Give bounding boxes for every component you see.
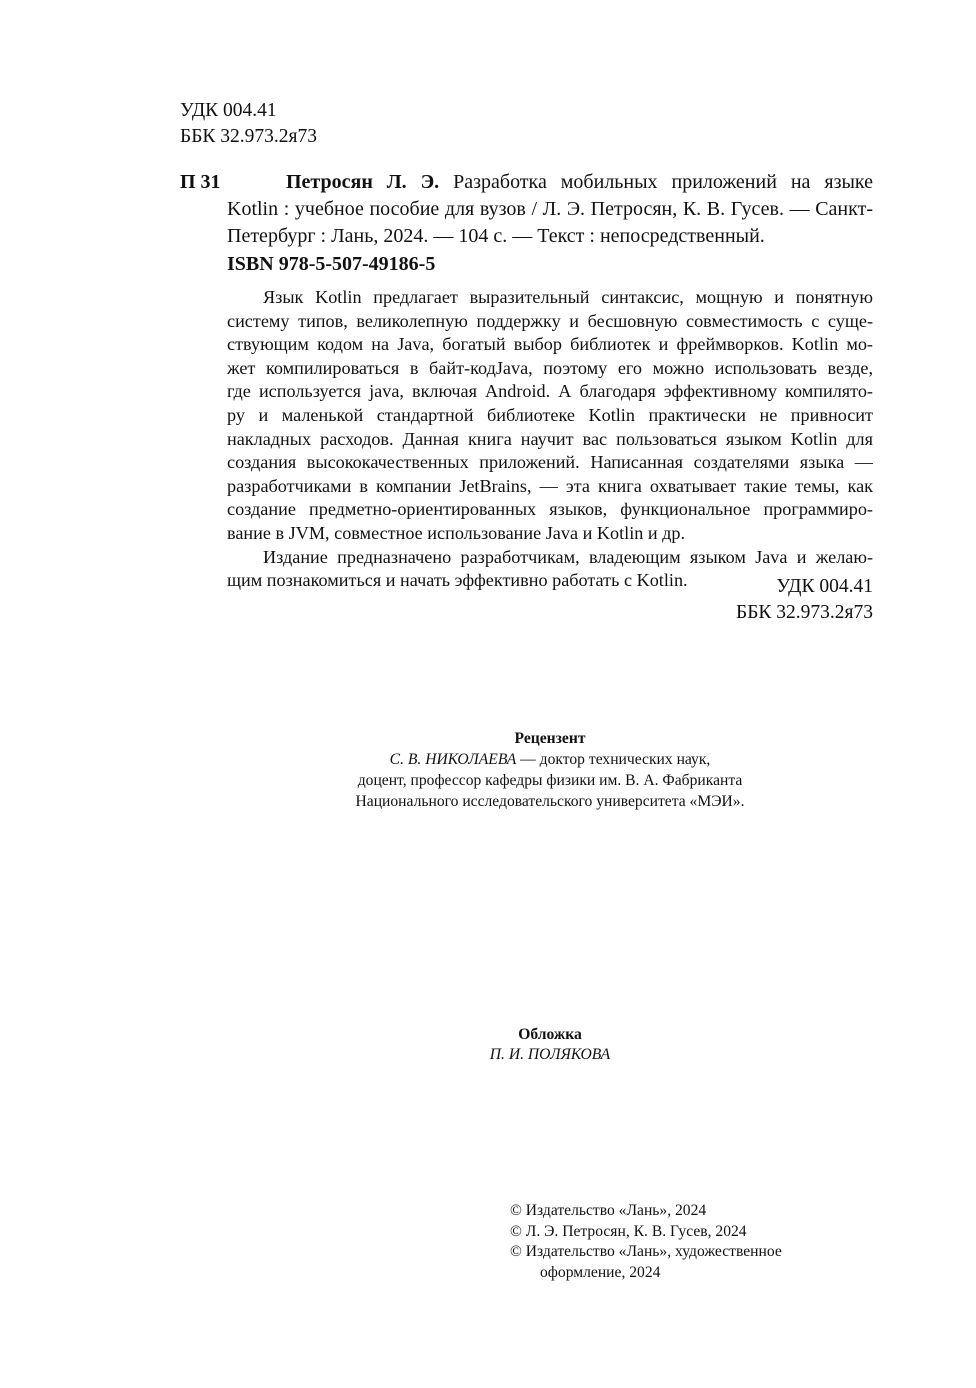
cover-heading: Обложка (518, 1026, 582, 1043)
reviewer-line (200, 749, 900, 770)
reviewer-heading: Рецензент (514, 730, 586, 747)
catalog-entry-line: Петербург : Лань, 2024. — 104 с. — Текст : непосредственный. (227, 225, 765, 247)
reviewer-block (200, 728, 900, 812)
isbn: ISBN 978-5-507-49186-5 (227, 253, 436, 275)
bbk-code: ББК 32.973.2я73 (736, 602, 873, 623)
annotation-line: ствующим кодом на Java, богатый выбор библиотек и фреймворков. Kotlin мо- (227, 334, 873, 355)
author-mark: П 31 (180, 171, 221, 193)
reviewer-line: Национального исследовательского университета «МЭИ». (355, 793, 745, 810)
annotation-line: систему типов, великолепную поддержку и бесшовную совместимость с суще- (227, 310, 873, 331)
annotation-line: создание предметно-ориентированных языков, функциональное программиро- (227, 499, 873, 520)
cover-block (200, 1025, 900, 1065)
reviewer-title: — доктор технических наук, (516, 751, 711, 768)
copyright-line: © Л. Э. Петросян, К. В. Гусев, 2024 (510, 1222, 747, 1240)
annotation-line: жет компилироваться в байт-кодJava, поэтому его можно использовать везде, (227, 357, 873, 378)
annotation (227, 286, 873, 593)
annotation-line: щим познакомиться и начать эффективно работать с Kotlin. (227, 570, 688, 591)
reviewer-name: С. В. НИКОЛАЕВА (389, 751, 517, 768)
annotation-line: Язык Kotlin предлагает выразительный синтаксис, мощную и понятную (263, 287, 873, 307)
cover-designer-name: П. И. ПОЛЯКОВА (489, 1046, 611, 1063)
catalog-entry (227, 169, 873, 250)
copyright-block (510, 1201, 782, 1283)
udk-code: УДК 004.41 (180, 100, 277, 121)
annotation-line: вание в JVM, совместное использование Java и Kotlin и др. (227, 522, 686, 543)
title-fragment: Разработка мобильных приложений на языке (439, 171, 874, 193)
annotation-line: где используется java, включая Android. А благодаря эффективному компилято- (227, 381, 873, 402)
annotation-line: накладных расходов. Данная книга научит вас пользоваться языком Kotlin для (227, 428, 873, 449)
catalog-entry-line (227, 169, 873, 196)
copyright-line: © Издательство «Лань», художественное (510, 1243, 782, 1260)
classification-codes-bottom (736, 574, 873, 626)
copyright-line: © Издательство «Лань», 2024 (510, 1202, 707, 1219)
copyright-line: оформление, 2024 (540, 1263, 661, 1281)
catalog-entry-line: Kotlin : учебное пособие для вузов / Л. Э. Петросян, К. В. Гусев. — Санкт- (227, 198, 873, 220)
annotation-line: создания высококачественных приложений. Написанная создателями языка — (227, 452, 873, 473)
author-name: Петросян Л. Э. (286, 171, 440, 193)
annotation-line: ру и маленькой стандартной библиотеке Kotlin практически не привносит (227, 404, 873, 425)
reviewer-line: доцент, профессор кафедры физики им. В. А. Фабриканта (357, 772, 743, 789)
annotation-line: разработчиками в компании JetBrains, — эта книга охватывает такие темы, как (227, 475, 873, 496)
classification-codes-top (180, 98, 317, 150)
udk-code: УДК 004.41 (776, 576, 873, 597)
bbk-code: ББК 32.973.2я73 (180, 126, 317, 147)
annotation-line: Издание предназначено разработчикам, владеющим языком Java и желаю- (263, 546, 873, 567)
